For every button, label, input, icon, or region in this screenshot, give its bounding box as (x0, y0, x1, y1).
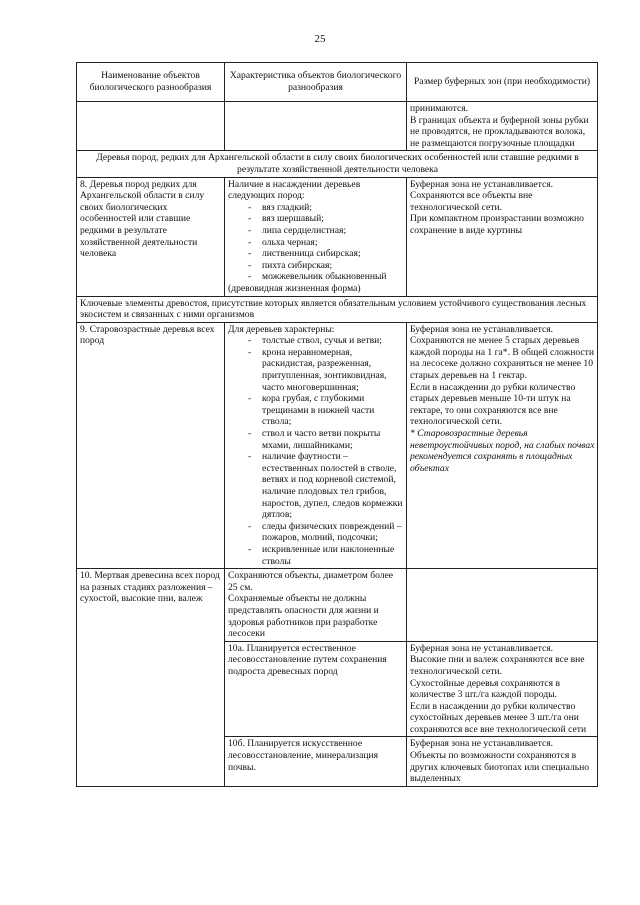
table-row-continued (77, 102, 598, 151)
paragraph: Сохраняемые объекты не должны представлять опасности для жизни и здоровья работников при разработке лесосеки (228, 593, 379, 640)
footnote: * Старовозрастные деревья неветроустойчивых пород, на слабых почвах рекомендуется сохранять в площадных объектах (410, 428, 595, 474)
table-row-10 (77, 569, 598, 642)
list-item: - крона неравномерная, раскидистая, разреженная, притупленная, зонтиковидная, часто многовершинная; (228, 347, 404, 393)
paragraph: При компактном произрастании возможно сохранение в виде куртины (410, 213, 584, 236)
page-number: 25 (314, 33, 326, 45)
paragraph: Если в насаждении до рубки количество сухостойных деревьев менее 3 шт./га они сохраняются все вне технологической сети (410, 700, 587, 735)
cell-characteristics: 10б. Планируется искусственное лесовосстановление, минерализация почвы. (225, 737, 407, 786)
section-heading: Ключевые элементы древостоя, присутствие которых является обязательным условием устойчивого существования лесных экосистем и связанных с ними организмов (77, 296, 598, 322)
cell-characteristics (225, 569, 407, 642)
list-item: - искривленные или наклоненные стволы (228, 544, 404, 567)
cell-buffer (407, 322, 598, 568)
section-row-rare-trees (77, 151, 598, 177)
cell-empty (225, 102, 407, 151)
cell-empty (77, 102, 225, 151)
paragraph: Сухостойные деревья сохраняются в количестве 3 шт./га каждой породы. (410, 677, 560, 701)
cell-object-name: 10. Мертвая древесина всех пород на разных стадиях разложения – сухостой, высокие пни, валеж (77, 569, 225, 787)
list-item: - можжевельник обыкновенный (228, 271, 404, 283)
list-item: - кора грубая, с глубокими трещинами в нижней части ствола; (228, 393, 404, 428)
list-item: - вяз шершавый; (228, 213, 404, 225)
cell-buffer (407, 177, 598, 296)
paragraph: Буферная зона не устанавливается. (410, 738, 554, 750)
list-item: - ствол и часто ветви покрыты мхами, лишайниками; (228, 428, 404, 451)
header-buffer-size: Размер буферных зон (при необходимости) (407, 63, 598, 102)
list-item: - ольха черная; (228, 237, 404, 249)
list-item: - лиственница сибирская; (228, 248, 404, 260)
paragraph: Сохраняются все объекты вне технологической сети. (410, 190, 533, 213)
cell-characteristics: 10а. Планируется естественное лесовосстановление путем сохранения подроста древесных пород (225, 641, 407, 737)
paragraph: Объекты по возможности сохраняются в других ключевых биотопах или специально выделенных (410, 750, 590, 785)
header-characteristics: Характеристика объектов биологического разнообразия (225, 63, 407, 102)
paragraph: В границах объекта и буферной зоны рубки не проводятся, не прокладываются волока, не размещаются погрузочные площадки (410, 114, 589, 149)
list-item: - толстые ствол, сучья и ветви; (228, 335, 404, 347)
paragraph: Если в насаждении до рубки количество старых деревьев меньше 10-ти штук на гектаре, то они сохраняются все вне технологической сети. (410, 381, 576, 428)
cell-characteristics (225, 322, 407, 568)
cell-buffer (407, 641, 598, 737)
paragraph: (древовидная жизненная форма) (228, 282, 361, 294)
cell-characteristics (225, 177, 407, 296)
paragraph: принимаются. (410, 103, 469, 114)
cell-empty (407, 569, 598, 642)
table-header-row (77, 63, 598, 102)
list-item: - липа сердцелистная; (228, 225, 404, 237)
paragraph: Наличие в насаждении деревьев следующих пород: (228, 178, 361, 202)
list-item: - наличие фаутности – естественных полостей в стволе, ветвях и под корневой системой, наличие плодовых тел грибов, наростов, дупел, следов кормежки дятлов; (228, 451, 404, 521)
paragraph: Буферная зона не устанавливается. (410, 323, 554, 335)
list-item: - следы физических повреждений – пожаров, молний, подсочки; (228, 521, 404, 544)
paragraph: Для деревьев характерны: (228, 323, 335, 335)
section-row-key-elements (77, 296, 598, 322)
paragraph: Буферная зона не устанавливается. (410, 642, 554, 654)
cell-object-name: 9. Старовозрастные деревья всех пород (77, 322, 225, 568)
table-row-9 (77, 322, 598, 568)
cell-buffer-continued (407, 102, 598, 151)
paragraph: Сохраняются объекты, диаметром более 25 см. (228, 570, 394, 593)
section-heading: Деревья пород, редких для Архангельской области в силу своих биологических особенностей или ставшие редкими в результате хозяйственной деятельности человека (77, 151, 598, 177)
cell-object-name: 8. Деревья пород редких для Архангельской области в силу своих биологических особенностей или ставшие редкими в результате хозяйственной деятельности человека (77, 177, 225, 296)
paragraph: Буферная зона не устанавливается. (410, 178, 554, 190)
species-list (228, 202, 404, 283)
list-item: - вяз гладкий; (228, 202, 404, 214)
biodiversity-table (76, 62, 598, 787)
features-list (228, 335, 404, 567)
header-objects-name: Наименование объектов биологического разнообразия (77, 63, 225, 102)
cell-buffer (407, 737, 598, 786)
paragraph: Сохраняются не менее 5 старых деревьев каждой породы на 1 га*. В общей сложности на лесосеке должно сохраняться не менее 10 старых деревьев на 1 гектар. (410, 335, 595, 382)
table-row-8 (77, 177, 598, 296)
list-item: - пихта сибирская; (228, 260, 404, 272)
paragraph: Высокие пни и валеж сохраняются все вне технологической сети. (410, 654, 585, 677)
